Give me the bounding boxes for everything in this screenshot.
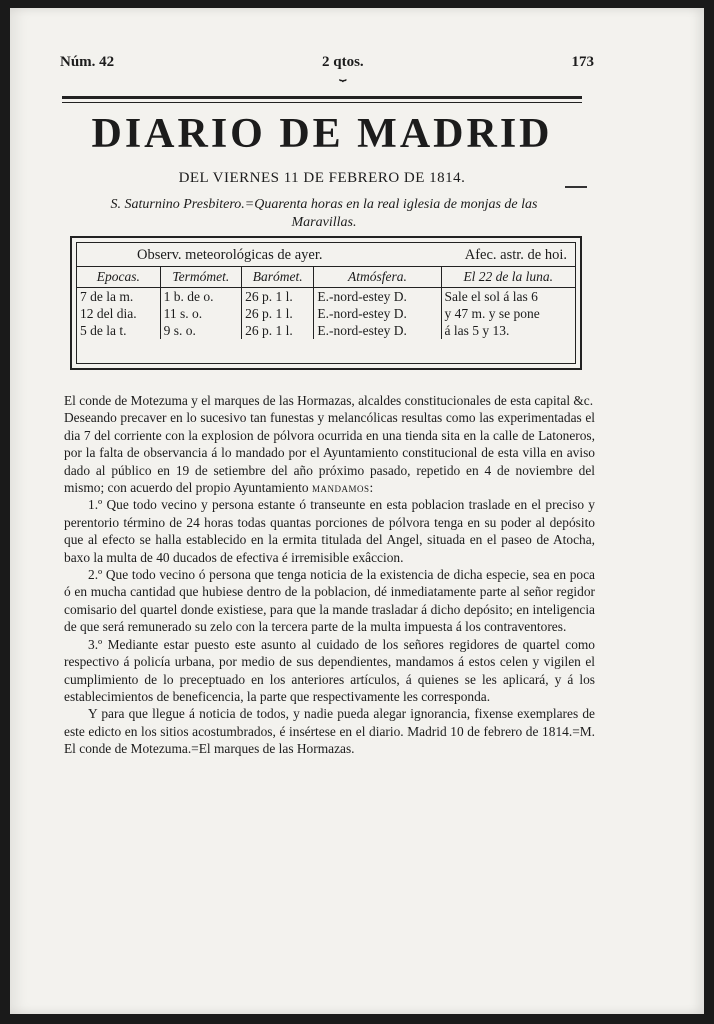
table-cell: E.-nord-estey D. [314,322,441,339]
col-termometro: Termómet. [160,267,241,288]
table-cell: 5 de la t. [77,322,160,339]
article-closing: Y para que llegue á noticia de todos, y nadie pueda alegar ignorancia, fixense exemplares de este edicto en los sitios acostumbrados, é insértese en el diario. Madrid 10 de febrero de 1814.=M. El conde de Motezuma.=El marques de las Hormazas. [64,706,595,757]
margin-mark [565,186,587,188]
table-cell: 7 de la m. [77,288,160,306]
table-cell: E.-nord-estey D. [314,305,441,322]
article-point-1: 1.º Que todo vecino y persona estante ó transeunte en esta poblacion traslade en el preciso y perentorio término de 24 horas todas quantas porciones de pólvora tenga en su poder al depósito que al efecto se halla establecido en la ermita titulada del Angel, situada en el paseo de Atocha, baxo la multa de 40 ducados de efectiva é irremisible exâccion. [64,497,595,565]
col-luna: El 22 de la luna. [441,267,575,288]
table-cell: 26 p. 1 l. [242,288,314,306]
table-cell: 11 s. o. [160,305,241,322]
masthead-rule [62,96,582,103]
saint-of-the-day: S. Saturnino Presbitero.=Quarenta horas en la real iglesia de monjas de las Maravillas. [110,197,538,230]
table-cell: 26 p. 1 l. [242,305,314,322]
table-cell: 9 s. o. [160,322,241,339]
dateline: DEL VIERNES 11 DE FEBRERO DE 1814. [178,170,466,186]
article-point-2: 2.º Que todo vecino ó persona que tenga noticia de la existencia de dicha especie, sea en poca ó en mucha cantidad que hubiese dentro de la poblacion, dé inmediatamente parte al señor regidor comisario del quartel donde existiese, para que la mande trasladar á dicho depósito; en inteligencia de que será remunerado su zelo con la tercera parte de la multa impuesta á los contraventores. [64,567,595,635]
table-row [77,288,575,306]
table-row [77,322,575,339]
weather-header [77,243,575,267]
table-cell: á las 5 y 13. [444,323,510,338]
table-row [77,305,575,322]
mandamos-word: mandamos: [311,480,374,496]
table-cell: 26 p. 1 l. [242,322,314,339]
weather-columns [77,267,575,288]
price-text: 2 qtos. [321,54,364,70]
weather-table-box [70,236,582,370]
brace-ornament: ⏟ [339,67,347,81]
issue-number: Núm. 42 [60,54,115,70]
weather-table-inner [76,242,576,364]
preamble-text: Deseando precaver en lo sucesivo tan funestas y melancólicas resultas como las experimentadas el dia 7 del corriente con la explosion de pólvora ocurrida en una tienda sita en la calle de Latoneros, por la falta de observancia á lo mandado por el Ayuntamiento constitucional de esta villa en aviso dado al público en 19 de setiembre del año próximo pasado, repetido en 4 de noviembre del mismo; con acuerdo del propio Ayuntamiento [64,410,595,496]
astro-title: Afec. astr. de hoi. [464,247,567,263]
newspaper-page [10,8,704,1014]
article-body [64,392,595,758]
masthead-title: DIARIO DE MADRID [91,111,553,157]
col-atmosfera: Atmósfera. [314,267,441,288]
weather-title: Observ. meteorológicas de ayer. [137,247,323,263]
article-point-3: 3.º Mediante estar puesto este asunto al cuidado de los señores regidores de quartel como respectivo á policía urbana, por medio de sus dependientes, mandamos á estos celen y vigilen el cumplimiento de lo preceptuado en los anteriores artículos, á quienes se les aplicará, y á los establecimientos de beneficencia, la parte que respectivamente les corresponda. [64,636,595,704]
col-barometro: Barómet. [242,267,314,288]
issue-price [321,54,364,81]
table-cell: 1 b. de o. [160,288,241,306]
table-cell: y 47 m. y se pone [444,306,540,321]
col-epocas: Epocas. [77,267,160,288]
table-cell: Sale el sol á las 6 [444,289,538,304]
weather-table [77,267,575,339]
table-cell: E.-nord-estey D. [314,288,441,306]
page-header [60,54,594,81]
page-number: 173 [571,54,594,70]
article-heading: El conde de Motezuma y el marques de las Hormazas, alcaldes constitucionales de esta capital &c. [64,393,594,408]
article-preamble [64,409,595,496]
table-cell: 12 del dia. [77,305,160,322]
